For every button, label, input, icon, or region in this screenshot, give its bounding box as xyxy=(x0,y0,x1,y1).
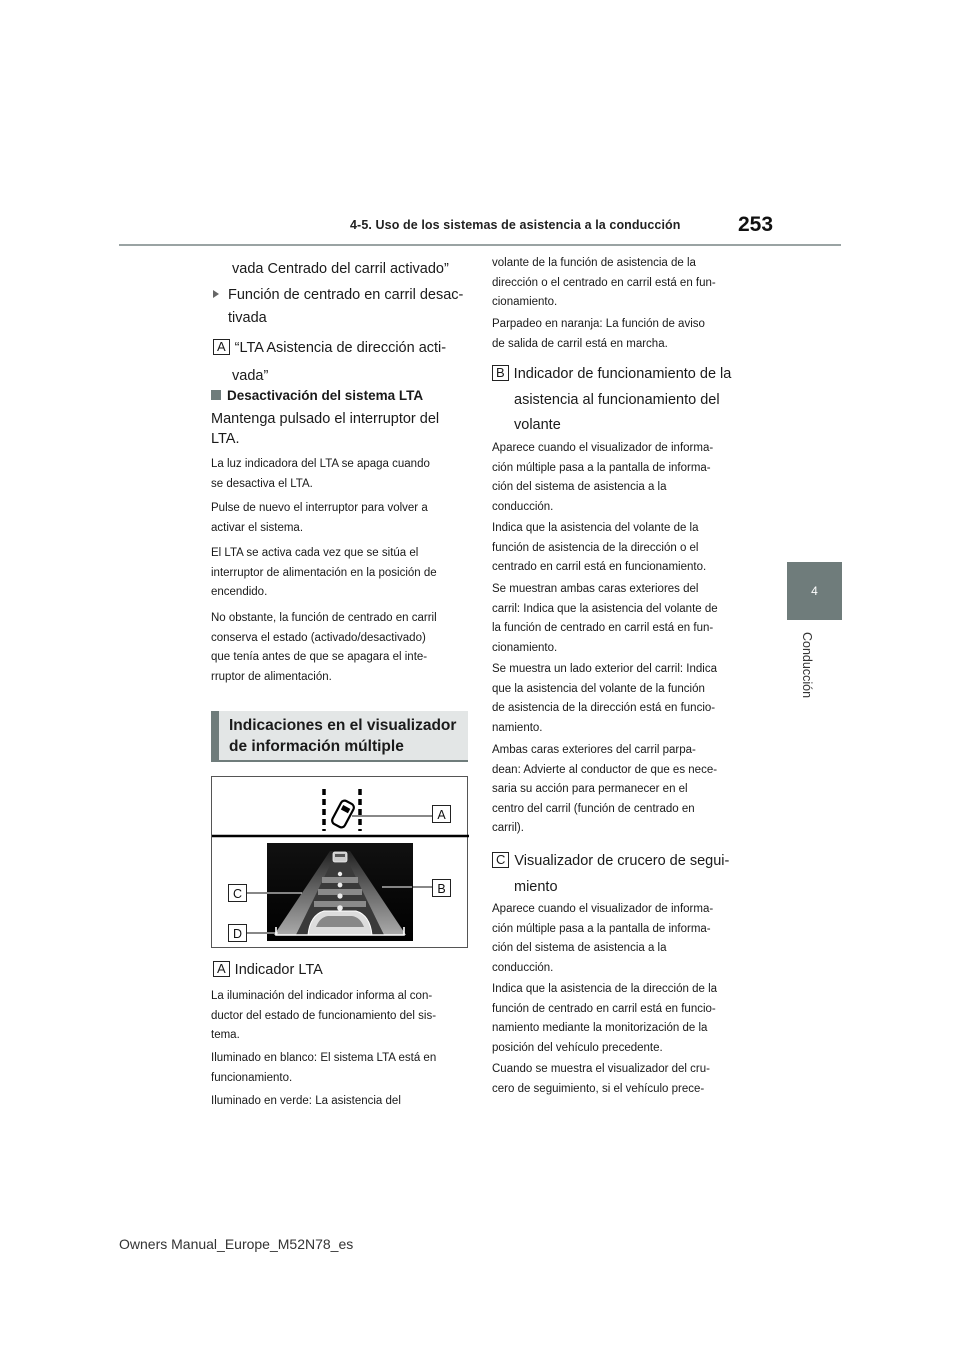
text-line: Parpadeo en naranja: La función de aviso xyxy=(492,318,705,330)
bullet-text-cont: tivada xyxy=(228,310,267,326)
paragraph xyxy=(492,439,752,517)
bullet-centrado-desactivada xyxy=(213,284,473,330)
text-line: El LTA se activa cada vez que se sitúa el xyxy=(211,547,419,559)
lta-indicator-icon xyxy=(324,789,360,831)
text-line: activar el sistema. xyxy=(211,521,304,534)
text-line: rruptor de alimentación. xyxy=(211,670,332,683)
text-line: función de asistencia de la dirección o el xyxy=(492,541,699,554)
text-line: ción del sistema de asistencia a la xyxy=(492,481,667,493)
callout-a: A xyxy=(432,805,451,823)
label-box-b: B xyxy=(492,365,509,381)
text-line: de salida de carril está en marcha. xyxy=(492,337,668,350)
square-bullet-icon xyxy=(211,390,221,400)
display-figure xyxy=(211,776,468,948)
follow-cruise-item xyxy=(492,849,752,900)
item-title-cont: volante xyxy=(514,417,561,433)
lta-indicator-title: Indicador LTA xyxy=(234,962,323,978)
text-line: se desactiva el LTA. xyxy=(211,477,313,490)
text-line: ción múltiple pasa a la pantalla de informa- xyxy=(492,461,711,474)
text-line: dean: Advierte al conductor de que es nece- xyxy=(492,763,718,776)
text-line: Se muestran ambas caras exteriores del xyxy=(492,583,699,595)
lta-indicator-item xyxy=(213,959,323,982)
text-line: conducción. xyxy=(492,961,554,974)
item-title: Visualizador de crucero de segui- xyxy=(514,853,730,869)
paragraph xyxy=(211,609,471,687)
text-line: Indica que la asistencia de la dirección de la xyxy=(492,983,718,995)
text-line: No obstante, la función de centrado en carril xyxy=(211,612,437,624)
text-line: Cuando se muestra el visualizador del cru- xyxy=(492,1063,710,1075)
text-line: cero de seguimiento, si el vehículo prece- xyxy=(492,1082,705,1095)
chapter-tab[interactable] xyxy=(787,562,842,620)
heading-line: de información múltiple xyxy=(229,738,404,755)
bullet-text: Función de centrado en carril desac- xyxy=(228,287,464,303)
deactivation-heading xyxy=(211,388,423,403)
section-title: 4-5. Uso de los sistemas de asistencia a la conducción xyxy=(350,218,681,232)
item-title-cont: asistencia al funcionamiento del xyxy=(514,391,720,408)
footer-text: Owners Manual_Europe_M52N78_es xyxy=(119,1236,354,1252)
chapter-number: 4 xyxy=(811,584,818,598)
text-line: funcionamiento. xyxy=(211,1071,293,1084)
text-line: Pulse de nuevo el interruptor para volver a xyxy=(211,502,428,514)
paragraph xyxy=(211,455,471,494)
text-line: LTA. xyxy=(211,431,240,447)
text-line: Iluminado en blanco: El sistema LTA está en xyxy=(211,1052,437,1064)
steering-assist-item xyxy=(492,362,752,439)
lta-text-cont: vada” xyxy=(232,368,269,384)
section-heading-box xyxy=(211,711,468,761)
text-line: que tenía antes de que se apagara el inte- xyxy=(211,651,428,663)
text-line: Iluminado en verde: La asistencia del xyxy=(211,1095,401,1107)
paragraph xyxy=(211,987,471,1046)
text-line: namiento. xyxy=(492,721,543,734)
text-line: interruptor de alimentación en la posición de xyxy=(211,566,437,579)
item-title-cont: miento xyxy=(514,878,558,895)
text-line: carril: Indica que la asistencia del volante de xyxy=(492,602,718,615)
deactivation-body xyxy=(211,409,471,449)
text-line: saria su acción para permanecer en el xyxy=(492,783,688,795)
text-line: de asistencia de la dirección está en funcio- xyxy=(492,702,716,714)
text-line: Aparece cuando el visualizador de informa- xyxy=(492,903,714,915)
paragraph xyxy=(492,741,752,839)
text-line: Ambas caras exteriores del carril parpa- xyxy=(492,744,696,756)
paragraph xyxy=(492,980,752,1058)
text-line: la función de centrado en carril está en fun- xyxy=(492,622,714,634)
text-line: dirección o el centrado en carril está en fun- xyxy=(492,276,716,289)
text-line: tema. xyxy=(211,1029,240,1041)
text-line: La luz indicadora del LTA se apaga cuando xyxy=(211,458,430,470)
text-line: ductor del estado de funcionamiento del sis- xyxy=(211,1009,437,1022)
paragraph xyxy=(211,544,471,603)
label-box-a: A xyxy=(213,339,230,355)
paragraph xyxy=(211,499,471,538)
heading-line: Indicaciones en el visualizador xyxy=(229,717,457,734)
text-line: encendido. xyxy=(211,586,268,598)
callout-b: B xyxy=(432,879,451,897)
label-box-c: C xyxy=(492,852,509,868)
text-line: conserva el estado (activado/desactivado) xyxy=(211,631,426,644)
callout-d: D xyxy=(228,924,247,942)
text-line: centrado en carril está en funcionamiento. xyxy=(492,561,707,573)
header-rule xyxy=(119,244,841,246)
label-box-a: A xyxy=(213,961,230,977)
text-line: posición del vehículo precedente. xyxy=(492,1041,663,1054)
deactivation-heading-text: Desactivación del sistema LTA xyxy=(227,388,424,403)
chapter-label xyxy=(800,632,820,712)
preceding-vehicle-icon xyxy=(333,852,347,862)
section-heading xyxy=(229,715,456,757)
section-heading-rule xyxy=(211,760,468,762)
continued-line: vada Centrado del carril activado” xyxy=(232,261,449,277)
paragraph xyxy=(211,1049,471,1088)
lta-activated-item xyxy=(213,334,473,390)
paragraph xyxy=(492,900,752,978)
text-line: Aparece cuando el visualizador de informa- xyxy=(492,442,714,454)
paragraph xyxy=(492,519,752,578)
own-vehicle-icon xyxy=(308,911,372,935)
text-line: Mantenga pulsado el interruptor del xyxy=(211,411,440,427)
text-line: función de centrado en carril está en funcio- xyxy=(492,1002,716,1015)
text-line: carril). xyxy=(492,822,524,834)
text-line: namiento mediante la monitorización de la xyxy=(492,1022,708,1034)
paragraph xyxy=(492,1060,752,1099)
page-number: 253 xyxy=(738,213,774,236)
text-line: Indica que la asistencia del volante de la xyxy=(492,522,699,534)
paragraph xyxy=(492,660,752,738)
item-title: Indicador de funcionamiento de la xyxy=(513,366,732,382)
callout-c: C xyxy=(228,884,247,902)
chapter-label-text: Conducción xyxy=(800,632,814,699)
paragraph xyxy=(492,254,752,313)
text-line: ción múltiple pasa a la pantalla de informa- xyxy=(492,922,711,935)
text-line: que la asistencia del volante de la función xyxy=(492,682,705,695)
paragraph xyxy=(211,1092,471,1112)
arrow-bullet-icon xyxy=(213,290,219,298)
text-line: cionamiento. xyxy=(492,296,558,308)
text-line: La iluminación del indicador informa al con- xyxy=(211,990,433,1002)
text-line: centro del carril (función de centrado en xyxy=(492,802,695,815)
multi-info-display-illustration xyxy=(212,777,469,949)
text-line: cionamiento. xyxy=(492,641,558,654)
paragraph xyxy=(492,580,752,658)
text-line: volante de la función de asistencia de la xyxy=(492,257,696,269)
paragraph xyxy=(492,315,752,354)
text-line: conducción. xyxy=(492,500,554,513)
text-line: ción del sistema de asistencia a la xyxy=(492,942,667,954)
lta-text: “LTA Asistencia de dirección acti- xyxy=(234,340,447,356)
text-line: Se muestra un lado exterior del carril: Indica xyxy=(492,663,717,675)
